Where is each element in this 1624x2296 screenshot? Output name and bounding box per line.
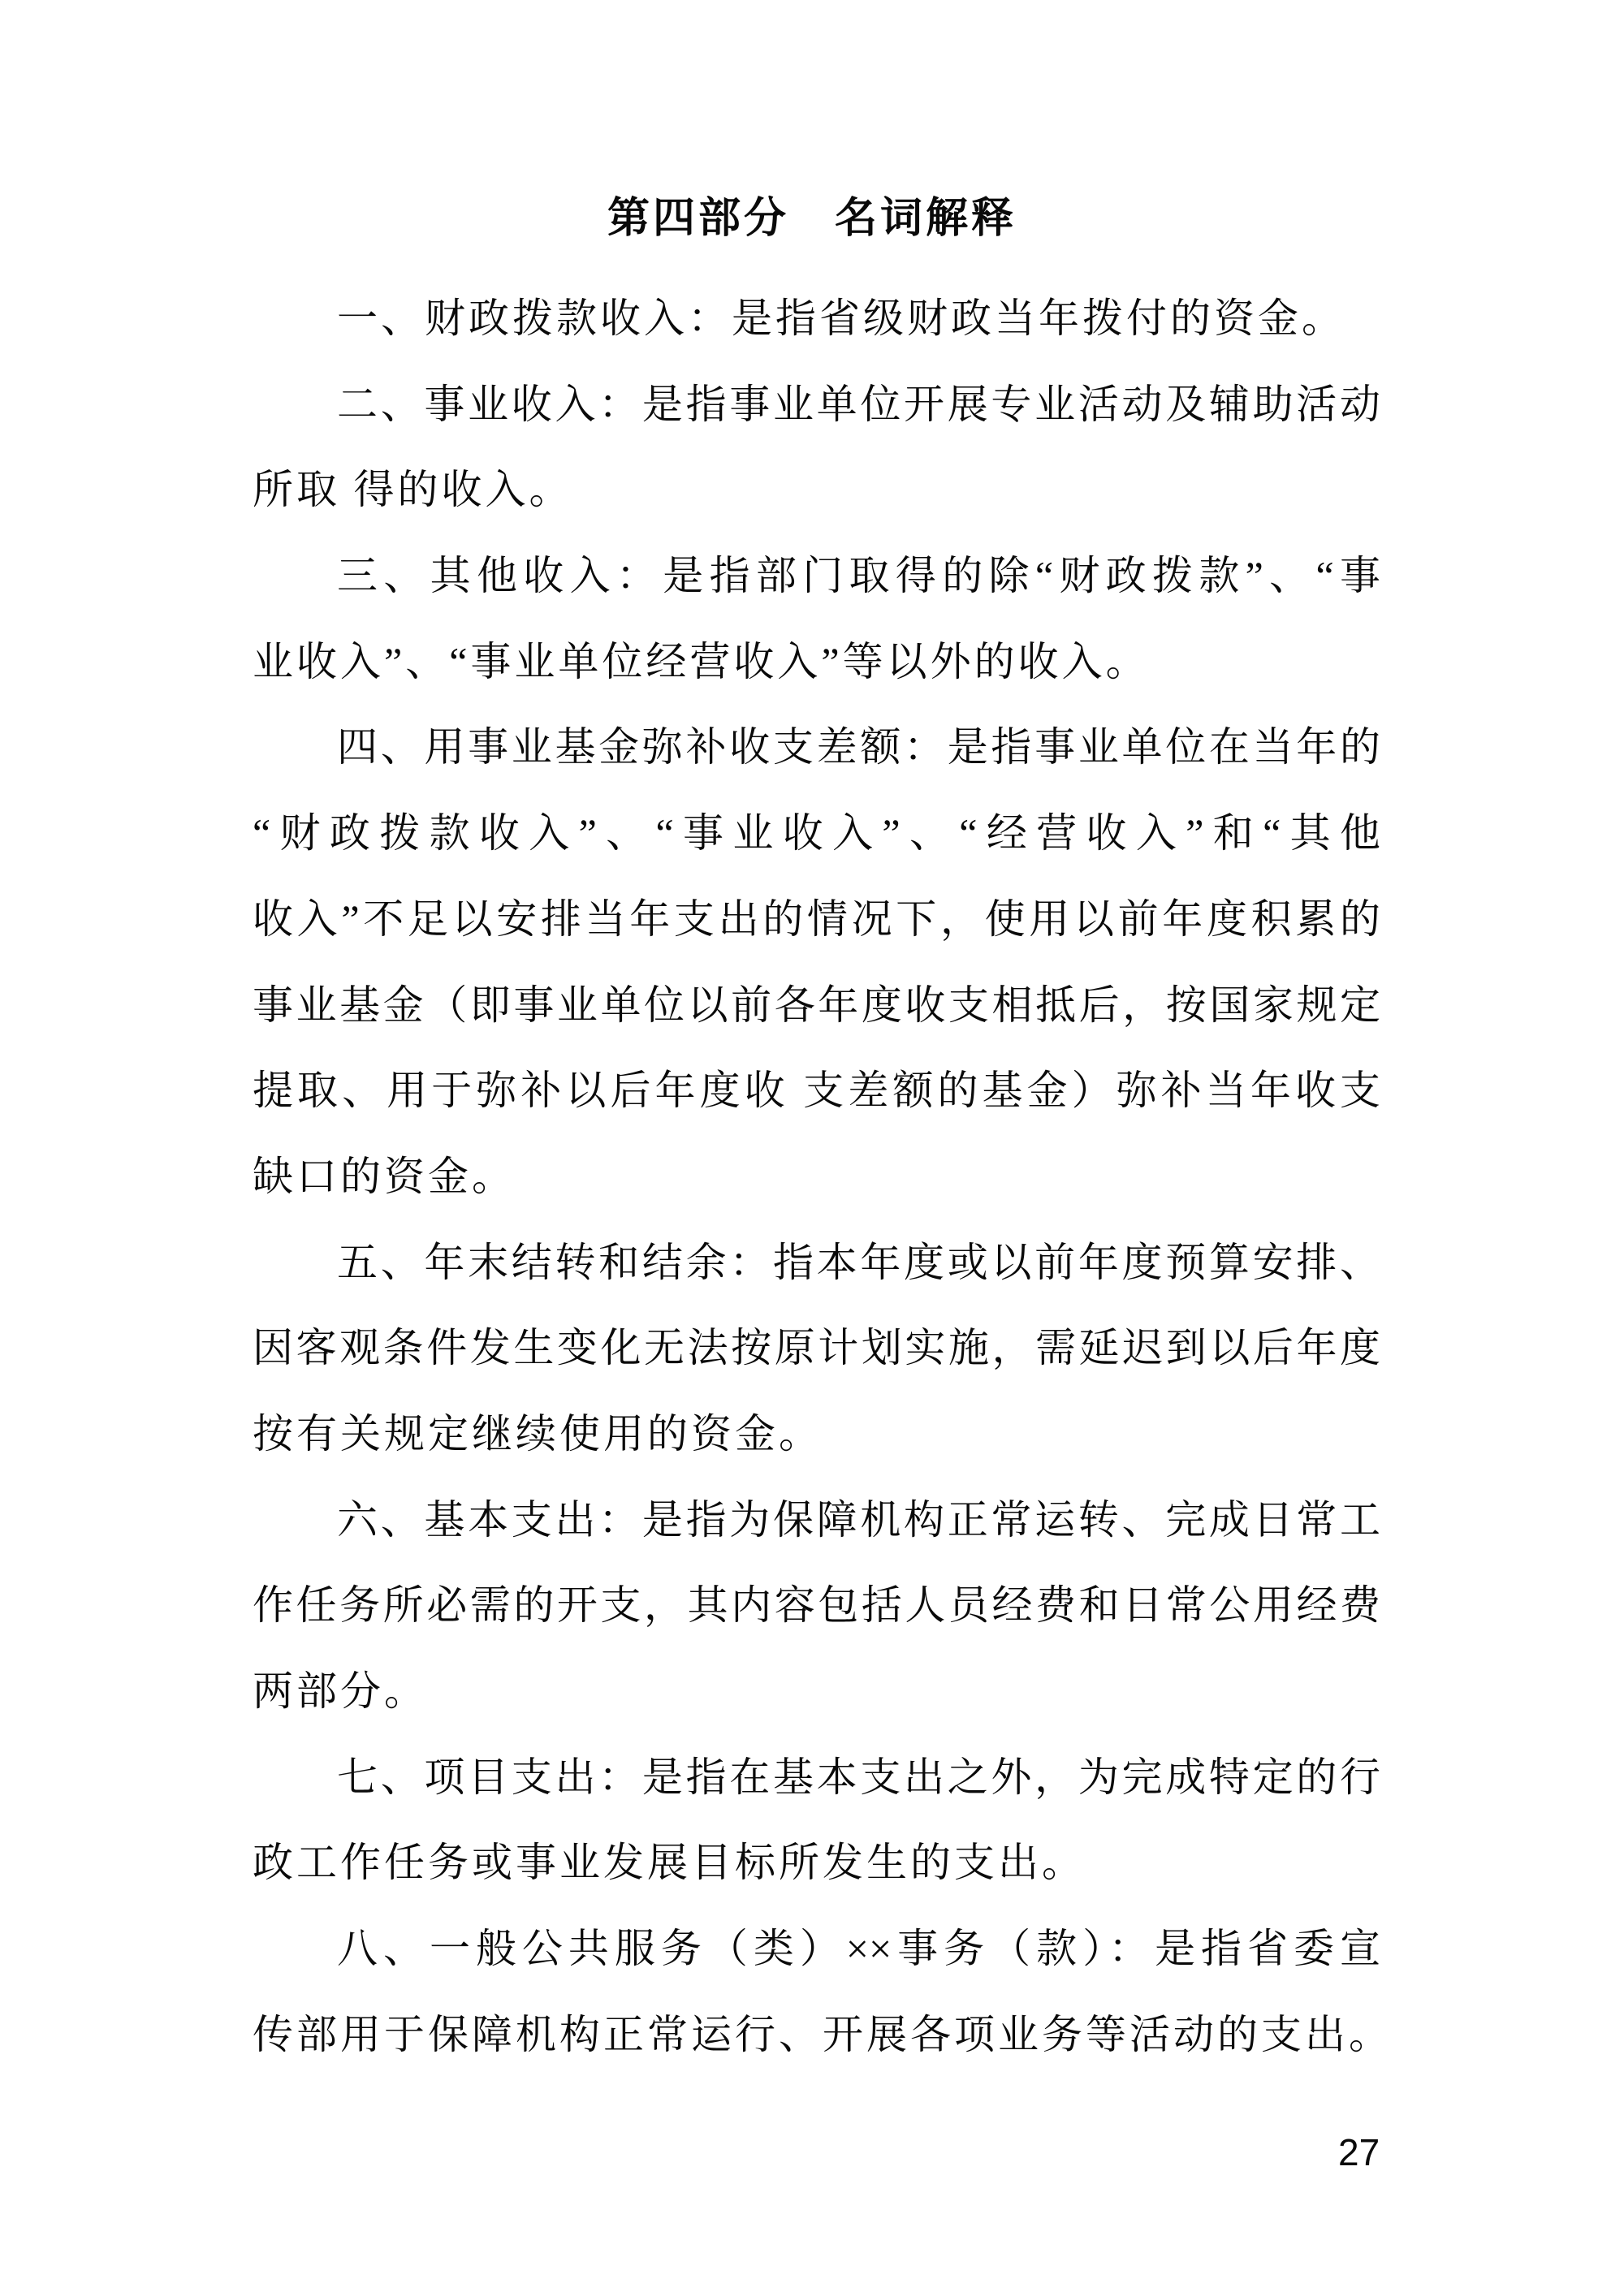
text-line: 七、项目支出：是指在基本支出之外，为完成特定的行 xyxy=(337,1754,1380,1800)
text-line: 五、年末结转和结余：指本年度或以前年度预算安排、 xyxy=(337,1239,1380,1285)
text-line: 收入”不足以安排当年支出的情况下，使用以前年度积累的 xyxy=(253,896,1380,942)
section-title: 第四部分 名词解释 xyxy=(607,196,1017,242)
text-line: 所取 得的收入。 xyxy=(253,467,573,513)
text-line: 传部用于保障机构正常运行、开展各项业务等活动的支出。 xyxy=(253,2011,1393,2057)
text-line: 一、财政拨款收入：是指省级财政当年拨付的资金。 xyxy=(337,296,1345,341)
text-line: 事业基金（即事业单位以前各年度收支相抵后，按国家规定 xyxy=(253,982,1380,1028)
text-line: 提取、用于弥补以后年度收 支差额的基金）弥补当年收支 xyxy=(253,1068,1380,1114)
text-line: 作任务所必需的开支，其内容包括人员经费和日常公用经费 xyxy=(253,1582,1380,1629)
text-line: 因客观条件发生变化无法按原计划实施，需延迟到以后年度 xyxy=(253,1325,1380,1371)
text-line: 二、事业收入：是指事业单位开展专业活动及辅助活动 xyxy=(337,381,1380,427)
text-line: 政工作任务或事业发展目标所发生的支出。 xyxy=(253,1840,1086,1886)
text-line: 业收入”、“事业单位经营收入”等以外的收入。 xyxy=(253,638,1150,684)
text-line: “财政拨款收入”、“事业收入”、“经营收入”和“其他 xyxy=(253,810,1380,857)
text-line: 两部分。 xyxy=(253,1668,428,1714)
page-number: 27 xyxy=(1338,2131,1380,2173)
text-line: 按有关规定继续使用的资金。 xyxy=(253,1410,823,1457)
text-line: 八、一般公共服务（类）××事务（款）：是指省委宣 xyxy=(337,1926,1380,1972)
text-line: 六、基本支出：是指为保障机构正常运转、完成日常工 xyxy=(337,1496,1380,1543)
text-line: 缺口的资金。 xyxy=(253,1153,516,1199)
text-line: 三、其他收入：是指部门取得的除“财政拨款”、“事 xyxy=(337,553,1380,599)
text-line: 四、用事业基金弥补收支差额：是指事业单位在当年的 xyxy=(337,724,1380,770)
document-body xyxy=(253,276,1393,2078)
